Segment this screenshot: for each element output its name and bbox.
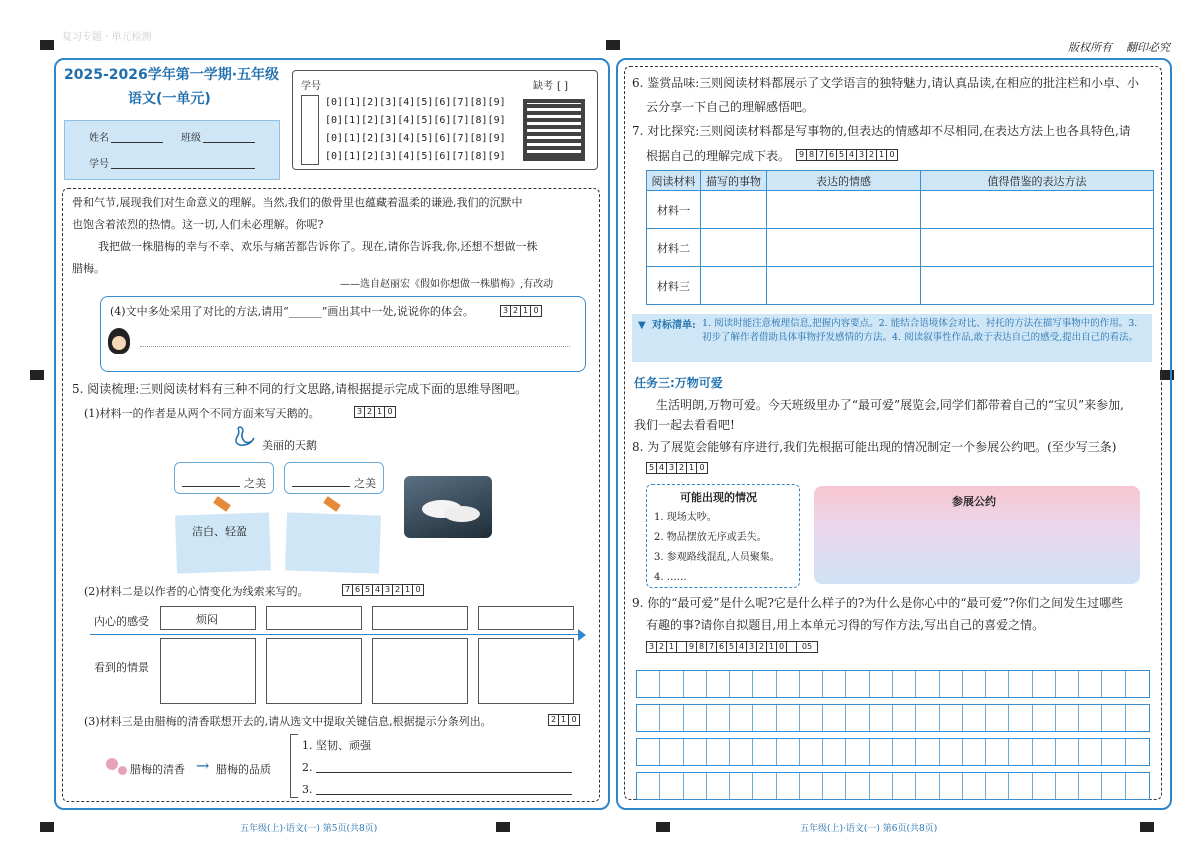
plum-blossom-icon [118, 766, 127, 775]
convention-title: 参展公约 [952, 495, 996, 508]
situations-title: 可能出现的情况 [680, 491, 757, 504]
digit-row[interactable]: [0][1][2][3][4][5][6][7][8][9] [325, 115, 506, 126]
no-copy-text: 翻印必究 [1126, 41, 1170, 54]
writing-cell[interactable] [707, 773, 730, 799]
writing-cell[interactable] [986, 671, 1009, 697]
timeline-arrowhead [578, 629, 586, 641]
writing-cell[interactable] [1102, 671, 1125, 697]
writing-cell[interactable] [823, 705, 846, 731]
answer-box-1[interactable] [175, 512, 271, 573]
writing-cell[interactable] [963, 705, 986, 731]
registration-mark [40, 822, 54, 832]
student-id-label: 学号 [301, 81, 321, 92]
writing-grid-row[interactable] [636, 772, 1150, 800]
writing-cell[interactable] [893, 773, 916, 799]
table-header: 描写的事物 [701, 171, 767, 191]
writing-cell[interactable] [660, 705, 683, 731]
task3-text-cont: 我们一起去看看吧! [634, 418, 735, 432]
writing-cell[interactable] [823, 773, 846, 799]
left-footer: 五年级(上)·语文(一) 第5页(共8页) [240, 824, 378, 834]
writing-cell[interactable] [916, 739, 939, 765]
plum-answer-line[interactable] [316, 794, 572, 795]
writing-cell[interactable] [986, 773, 1009, 799]
writing-cell[interactable] [660, 739, 683, 765]
writing-cell[interactable] [823, 739, 846, 765]
q4-text: (4)文中多处采用了对比的方法,请用“______”画出其中一处,说说你的体会。 [110, 305, 474, 318]
writing-cell[interactable] [777, 773, 800, 799]
plum-blossom-icon [106, 758, 118, 770]
task3-text: 生活明朗,万物可爱。今天班级里办了“最可爱”展览会,同学们都带着自己的“宝贝”来参加, [656, 398, 1124, 412]
task3-title: 任务三:万物可爱 [634, 376, 723, 390]
plum-item: 1. 坚韧、顽强 [302, 739, 371, 752]
table-header: 值得借鉴的表达方法 [921, 171, 1154, 191]
writing-cell[interactable] [870, 773, 893, 799]
plum-bracket [290, 734, 298, 798]
writing-cell[interactable] [1102, 773, 1125, 799]
situation-item: 2. 物品摆放无序或丢失。 [654, 532, 767, 543]
beauty-suffix-2: 之美 [354, 477, 376, 490]
writing-cell[interactable] [730, 705, 753, 731]
writing-cell[interactable] [940, 671, 963, 697]
writing-cell[interactable] [963, 739, 986, 765]
student-avatar-face [112, 336, 126, 350]
writing-cell[interactable] [940, 705, 963, 731]
writing-cell[interactable] [846, 773, 869, 799]
writing-cell[interactable] [1056, 671, 1079, 697]
swan-photo [404, 476, 492, 538]
writing-cell[interactable] [1079, 705, 1102, 731]
writing-cell[interactable] [800, 705, 823, 731]
writing-cell[interactable] [940, 773, 963, 799]
id-write-boxes[interactable] [301, 95, 319, 165]
writing-cell[interactable] [940, 739, 963, 765]
q5-1-score-box[interactable]: 3 2 1 0 [354, 406, 396, 418]
writing-cell[interactable] [1079, 773, 1102, 799]
registration-mark [40, 40, 54, 50]
timeline-arrow [90, 634, 580, 635]
writing-cell[interactable] [730, 773, 753, 799]
q5-2-score-box[interactable]: 7 6 5 4 3 2 1 0 [342, 584, 424, 596]
exam-title: 2025-2026学年第一学期·五年级 [64, 67, 280, 83]
scene-box[interactable] [372, 638, 468, 704]
writing-cell[interactable] [753, 705, 776, 731]
digit-row[interactable]: [0][1][2][3][4][5][6][7][8][9] [325, 151, 506, 162]
absent-label: 缺考 [533, 81, 553, 92]
id-field[interactable] [111, 168, 255, 169]
box1-answer: 洁白、轻盈 [192, 525, 247, 538]
writing-cell[interactable] [777, 671, 800, 697]
table-header: 阅读材料 [647, 171, 701, 191]
writing-cell[interactable] [637, 671, 660, 697]
writing-cell[interactable] [1009, 671, 1032, 697]
writing-cell[interactable] [846, 705, 869, 731]
name-field[interactable] [111, 142, 163, 143]
header-faint: 复习专题 · 单元检测 [62, 32, 152, 43]
writing-cell[interactable] [684, 739, 707, 765]
writing-cell[interactable] [1056, 739, 1079, 765]
writing-cell[interactable] [1126, 739, 1149, 765]
writing-cell[interactable] [986, 705, 1009, 731]
writing-cell[interactable] [916, 705, 939, 731]
writing-cell[interactable] [707, 705, 730, 731]
passage-line: 也饱含着浓烈的热情。这一切,人们未必理解。你呢? [72, 218, 324, 231]
writing-cell[interactable] [1033, 739, 1056, 765]
writing-cell[interactable] [823, 671, 846, 697]
beauty-line-1[interactable] [182, 486, 240, 487]
writing-cell[interactable] [1033, 773, 1056, 799]
writing-cell[interactable] [1079, 671, 1102, 697]
absent-box[interactable]: [ ] [557, 81, 568, 92]
table-row-label: 材料二 [647, 229, 701, 267]
q7-score-box[interactable]: 9 8 7 6 5 4 3 2 1 0 [796, 149, 898, 161]
plum-answer-line[interactable] [316, 772, 572, 773]
plum-to: 腊梅的品质 [216, 763, 271, 776]
student-id-panel [292, 70, 598, 170]
writing-cell[interactable] [800, 773, 823, 799]
registration-mark [656, 822, 670, 832]
writing-cell[interactable] [730, 739, 753, 765]
plum-item: 3. [302, 783, 313, 796]
feeling-box[interactable] [372, 606, 468, 630]
class-field[interactable] [203, 142, 255, 143]
writing-cell[interactable] [660, 773, 683, 799]
writing-cell[interactable] [1009, 773, 1032, 799]
q5-1-text: (1)材料一的作者是从两个不同方面来写天鹅的。 [84, 407, 320, 420]
writing-cell[interactable] [1009, 705, 1032, 731]
writing-cell[interactable] [707, 739, 730, 765]
writing-cell[interactable] [1033, 671, 1056, 697]
writing-cell[interactable] [660, 671, 683, 697]
writing-cell[interactable] [1009, 739, 1032, 765]
class-label: 班级 [181, 133, 201, 144]
writing-cell[interactable] [1126, 773, 1149, 799]
passage-source: ——选自赵丽宏《假如你想做一株腊梅》,有改动 [340, 279, 554, 290]
writing-cell[interactable] [870, 705, 893, 731]
passage-line: 腊梅。 [72, 262, 105, 275]
feeling-box[interactable] [266, 606, 362, 630]
comparison-table [646, 170, 1154, 305]
writing-cell[interactable] [637, 705, 660, 731]
first-feeling: 烦闷 [196, 613, 218, 626]
table-header: 表达的情感 [767, 171, 921, 191]
checklist-title: 对标清单: [652, 320, 696, 331]
registration-mark [30, 370, 44, 380]
q6-text-cont: 云分享一下自己的理解感悟吧。 [646, 100, 815, 114]
writing-cell[interactable] [1056, 705, 1079, 731]
writing-cell[interactable] [637, 739, 660, 765]
name-label: 姓名 [89, 133, 109, 144]
writing-cell[interactable] [800, 671, 823, 697]
writing-cell[interactable] [1079, 739, 1102, 765]
writing-cell[interactable] [1126, 671, 1149, 697]
writing-cell[interactable] [893, 671, 916, 697]
writing-cell[interactable] [684, 773, 707, 799]
writing-grid-row[interactable] [636, 704, 1150, 732]
writing-cell[interactable] [777, 705, 800, 731]
writing-cell[interactable] [1102, 705, 1125, 731]
writing-cell[interactable] [684, 705, 707, 731]
writing-cell[interactable] [870, 739, 893, 765]
plum-item: 2. [302, 761, 313, 774]
feeling-box[interactable] [478, 606, 574, 630]
beauty-line-2[interactable] [292, 486, 350, 487]
answer-box-2[interactable] [285, 512, 381, 573]
exam-subtitle: 语文(一单元) [128, 91, 211, 107]
passage-line: 我把做一株腊梅的幸与不幸、欢乐与痛苦都告诉你了。现在,请你告诉我,你,还想不想做一株 [98, 240, 538, 253]
writing-cell[interactable] [707, 671, 730, 697]
registration-mark [496, 822, 510, 832]
plum-from: 腊梅的清香 [130, 763, 185, 776]
scene-box[interactable] [478, 638, 574, 704]
q6-text: 6. 鉴赏品味:三则阅读材料都展示了文学语言的独特魅力,请认真品读,在相应的批注栏和小卓、小 [632, 76, 1139, 90]
q5-text: 5. 阅读梳理:三则阅读材料有三种不同的行文思路,请根据提示完成下面的思维导图吧。 [72, 382, 528, 396]
q7-text: 7. 对比探究:三则阅读材料都是写事物的,但表达的情感却不尽相同,在表达方法上也各具特色,请 [632, 124, 1131, 138]
q9-score-box[interactable]: 3 2 1 9 8 7 6 5 4 3 2 1 0 05 [646, 641, 818, 653]
answer-line[interactable] [140, 346, 570, 347]
q9-text-cont: 有趣的事?请你自拟题目,用上本单元习得的写作方法,写出自己的喜爱之情。 [646, 618, 1045, 632]
passage-line: 骨和气节,展现我们对生命意义的理解。当然,我们的傲骨里也蕴藏着温柔的谦逊,我们的沉默中 [72, 196, 523, 209]
writing-cell[interactable] [800, 739, 823, 765]
writing-cell[interactable] [1126, 705, 1149, 731]
writing-grid-row[interactable] [636, 738, 1150, 766]
beauty-suffix-1: 之美 [244, 477, 266, 490]
q5-3-score-box[interactable]: 2 1 0 [548, 714, 580, 726]
writing-cell[interactable] [684, 671, 707, 697]
writing-cell[interactable] [777, 739, 800, 765]
writing-cell[interactable] [846, 739, 869, 765]
scene-label: 看到的情景 [94, 661, 149, 674]
writing-cell[interactable] [753, 773, 776, 799]
writing-cell[interactable] [1056, 773, 1079, 799]
writing-cell[interactable] [730, 671, 753, 697]
arrow-icon: → [196, 756, 210, 775]
id-label: 学号 [89, 159, 109, 170]
writing-cell[interactable] [753, 739, 776, 765]
writing-cell[interactable] [893, 739, 916, 765]
writing-cell[interactable] [916, 671, 939, 697]
q5-2-text: (2)材料二是以作者的心情变化为线索来写的。 [84, 585, 309, 598]
student-info-box [64, 120, 280, 180]
copyright-text: 版权所有 [1068, 41, 1112, 54]
writing-cell[interactable] [916, 773, 939, 799]
situation-item: 4. …… [654, 572, 687, 583]
q9-text: 9. 你的“最可爱”是什么呢?它是什么样子的?为什么是你心中的“最可爱”?你们之间发生过哪些 [632, 596, 1124, 610]
checklist-text: 1. 阅读时能注意梳理信息,把握内容要点。2. 能结合语境体会对比、衬托的方法在描写事物中的作用。3. 初步了解作者借助具体事物抒发感情的方法。4. 阅读叙事性作品,敢于表达自己的感受,提出自己的看法。 [702, 318, 1139, 343]
scene-box[interactable] [160, 638, 256, 704]
q5-3-text: (3)材料三是由腊梅的清香联想开去的,请从选文中提取关键信息,根据提示分条列出。 [84, 715, 492, 728]
table-row-label: 材料一 [647, 191, 701, 229]
q8-score-box[interactable]: 5 4 3 2 1 0 [646, 462, 708, 474]
writing-cell[interactable] [846, 671, 869, 697]
right-footer: 五年级(上)·语文(一) 第6页(共8页) [800, 824, 938, 834]
table-row-label: 材料三 [647, 267, 701, 305]
writing-cell[interactable] [893, 705, 916, 731]
writing-grid-row[interactable] [636, 670, 1150, 698]
q8-text: 8. 为了展览会能够有序进行,我们先根据可能出现的情况制定一个参展公约吧。(至少写三条) [632, 440, 1117, 454]
registration-mark [606, 40, 620, 50]
swan-title: 美丽的天鹅 [262, 439, 317, 452]
writing-cell[interactable] [1102, 739, 1125, 765]
digit-row[interactable]: [0][1][2][3][4][5][6][7][8][9] [325, 97, 506, 108]
writing-cell[interactable] [963, 671, 986, 697]
situation-item: 3. 参观路线混乱,人员聚集。 [654, 552, 780, 563]
situation-item: 1. 现场太吵。 [654, 512, 717, 523]
digit-row[interactable]: [0][1][2][3][4][5][6][7][8][9] [325, 133, 506, 144]
writing-cell[interactable] [753, 671, 776, 697]
swan-icon [232, 424, 256, 448]
q4-score-box[interactable]: 3 2 1 0 [500, 305, 542, 317]
writing-cell[interactable] [870, 671, 893, 697]
filter-icon: ▼ [638, 320, 646, 331]
writing-cell[interactable] [1033, 705, 1056, 731]
writing-cell[interactable] [986, 739, 1009, 765]
q7-text-cont: 根据自己的理解完成下表。 [646, 149, 791, 163]
writing-cell[interactable] [637, 773, 660, 799]
feeling-label: 内心的感受 [94, 615, 149, 628]
scene-box[interactable] [266, 638, 362, 704]
qr-code [523, 99, 585, 161]
registration-mark [1140, 822, 1154, 832]
writing-cell[interactable] [963, 773, 986, 799]
